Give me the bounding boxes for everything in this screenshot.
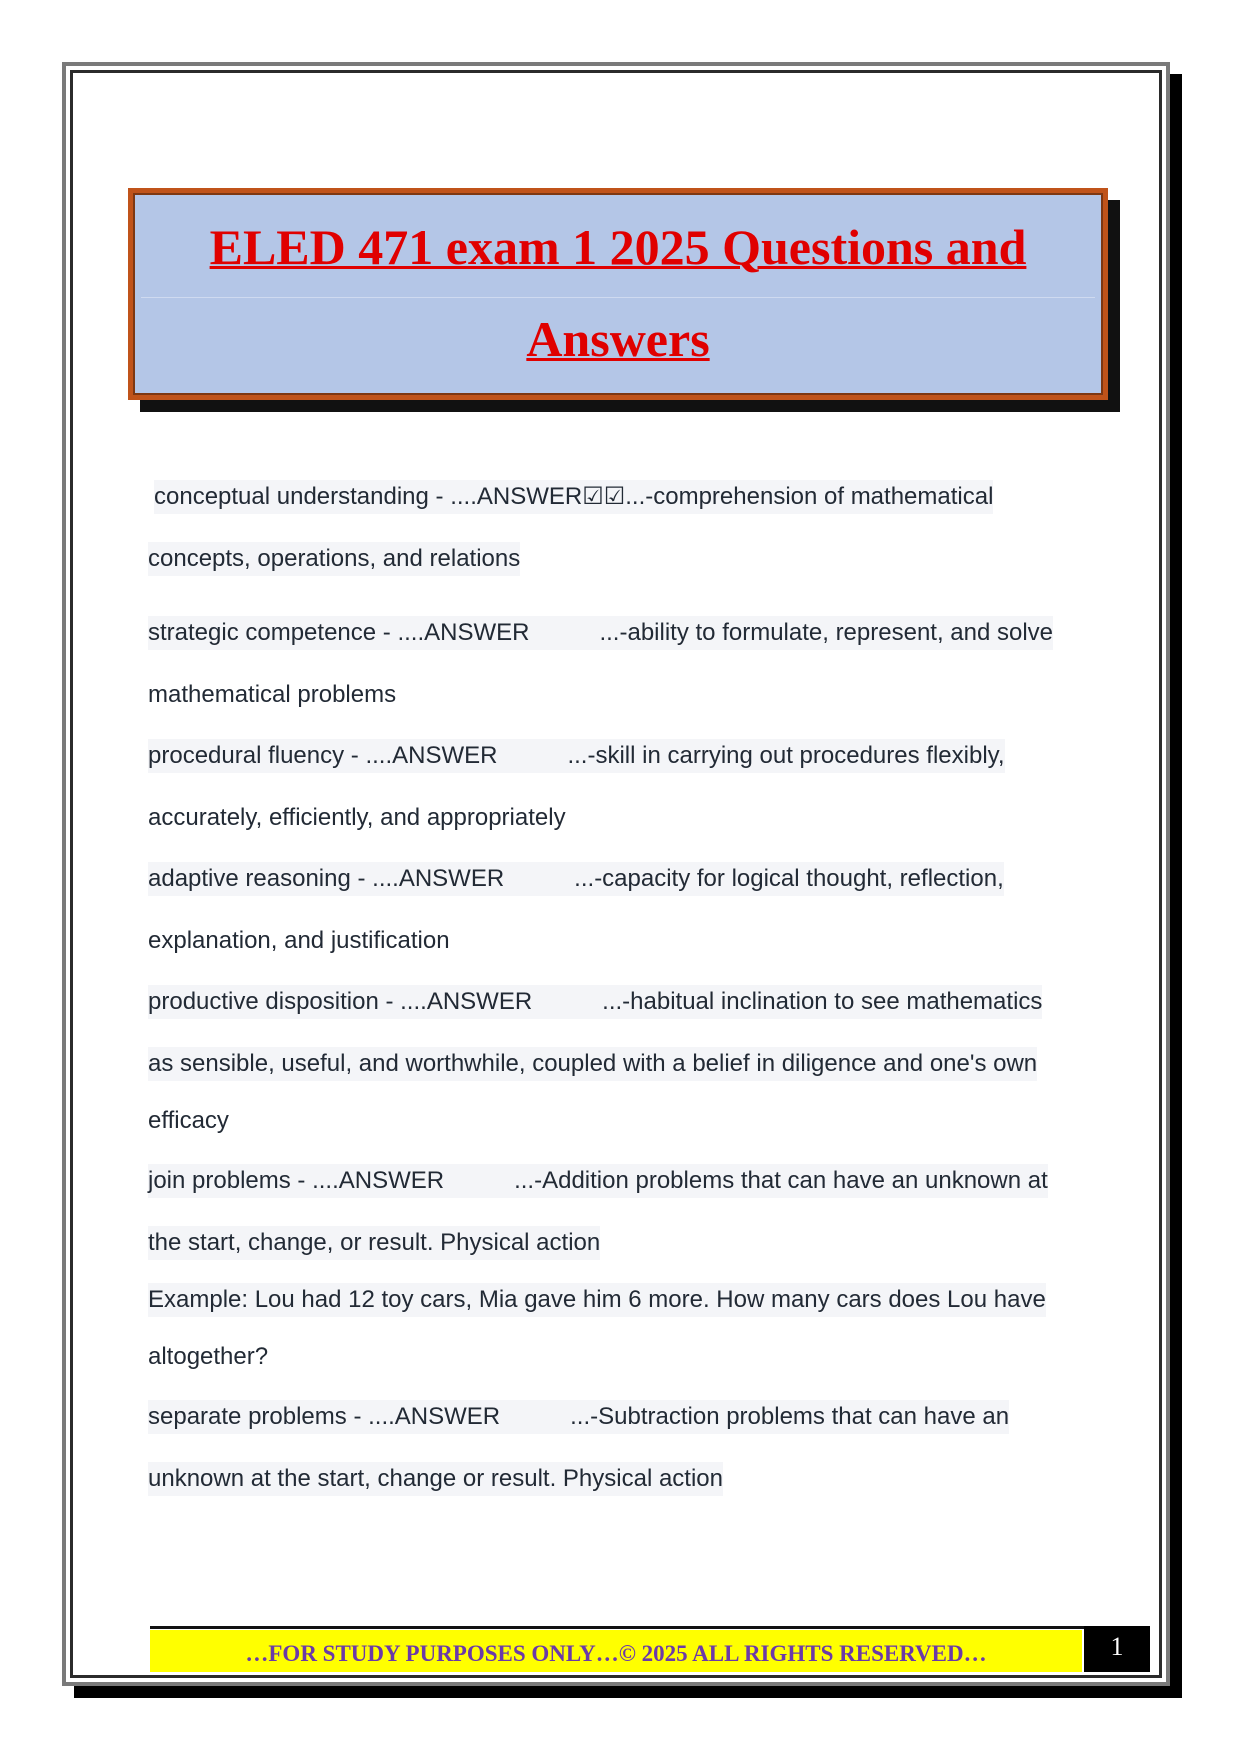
qa-answer-label: ....ANSWER☑☑... bbox=[450, 483, 646, 510]
qa-answer-suffix: ... bbox=[567, 742, 588, 769]
qa-entry-conceptual-understanding bbox=[154, 480, 993, 514]
qa-answer-suffix: ... bbox=[602, 988, 623, 1015]
qa-term: productive disposition bbox=[148, 988, 379, 1015]
qa-entry-separate-problems bbox=[148, 1400, 1009, 1434]
qa-definition: -habitual inclination to see mathematics bbox=[622, 988, 1043, 1015]
qa-entry-join-problems bbox=[148, 1164, 1048, 1198]
qa-answer-label: ....ANSWER bbox=[365, 742, 498, 769]
qa-answer-suffix: ... bbox=[574, 865, 595, 892]
qa-term: conceptual understanding bbox=[154, 483, 429, 510]
qa-definition-continued: efficacy bbox=[148, 1107, 229, 1134]
qa-separator: - bbox=[290, 1167, 313, 1194]
qa-answer-suffix: ... bbox=[570, 1403, 591, 1430]
qa-term: strategic competence bbox=[148, 619, 377, 646]
qa-answer-label: ....ANSWER bbox=[397, 619, 530, 646]
qa-entry-adaptive-reasoning bbox=[148, 862, 1004, 896]
qa-answer-label: ....ANSWER bbox=[312, 1167, 445, 1194]
page-title bbox=[153, 201, 1083, 385]
footer-notice: …FOR STUDY PURPOSES ONLY…© 2025 ALL RIGHTS RESERVED… bbox=[150, 1630, 1082, 1672]
qa-definition: -ability to formulate, represent, and solve bbox=[619, 619, 1054, 646]
qa-definition-continued: unknown at the start, change or result. Physical action bbox=[148, 1462, 723, 1496]
qa-separator: - bbox=[344, 742, 366, 769]
qa-definition-continued: accurately, efficiently, and appropriately bbox=[148, 804, 566, 831]
qa-entry-procedural-fluency bbox=[148, 739, 1005, 773]
qa-definition: -Addition problems that can have an unknown at bbox=[534, 1167, 1048, 1194]
qa-term: procedural fluency bbox=[148, 742, 345, 769]
title-box bbox=[128, 188, 1108, 400]
qa-term: separate problems bbox=[148, 1403, 347, 1430]
qa-definition-continued: the start, change, or result. Physical action bbox=[148, 1226, 600, 1260]
footer-rule bbox=[150, 1626, 1132, 1629]
page-number: 1 bbox=[1084, 1626, 1150, 1672]
qa-definition-continued: concepts, operations, and relations bbox=[148, 542, 520, 576]
qa-term: join problems bbox=[148, 1167, 291, 1194]
qa-separator: - bbox=[378, 988, 401, 1015]
qa-answer-label: ....ANSWER bbox=[368, 1403, 501, 1430]
qa-definition-continued: as sensible, useful, and worthwhile, coupled with a belief in diligence and one's own bbox=[148, 1047, 1037, 1081]
qa-entry-productive-disposition bbox=[148, 985, 1042, 1019]
qa-example: Example: Lou had 12 toy cars, Mia gave him 6 more. How many cars does Lou have bbox=[148, 1283, 1046, 1317]
qa-answer-suffix: ... bbox=[514, 1167, 535, 1194]
qa-answer-label: ....ANSWER bbox=[372, 865, 505, 892]
qa-separator: - bbox=[350, 865, 373, 892]
qa-example-continued: altogether? bbox=[148, 1343, 269, 1370]
qa-definition-continued: explanation, and justification bbox=[148, 927, 450, 954]
qa-separator: - bbox=[376, 619, 398, 646]
qa-term: adaptive reasoning bbox=[148, 865, 351, 892]
qa-definition: -capacity for logical thought, reflection, bbox=[594, 865, 1004, 892]
page-title-line-2: Answers bbox=[526, 311, 710, 367]
qa-definition-continued: mathematical problems bbox=[148, 681, 397, 708]
qa-answer-label: ....ANSWER bbox=[400, 988, 533, 1015]
qa-entry-strategic-competence bbox=[148, 616, 1053, 650]
page-title-line-1: ELED 471 exam 1 2025 Questions and bbox=[209, 219, 1027, 275]
qa-answer-suffix: ... bbox=[599, 619, 620, 646]
qa-separator: - bbox=[346, 1403, 369, 1430]
qa-definition: -skill in carrying out procedures flexibly, bbox=[587, 742, 1005, 769]
qa-definition: -comprehension of mathematical bbox=[645, 483, 994, 510]
qa-definition: -Subtraction problems that can have an bbox=[590, 1403, 1010, 1430]
qa-separator: - bbox=[428, 483, 451, 510]
